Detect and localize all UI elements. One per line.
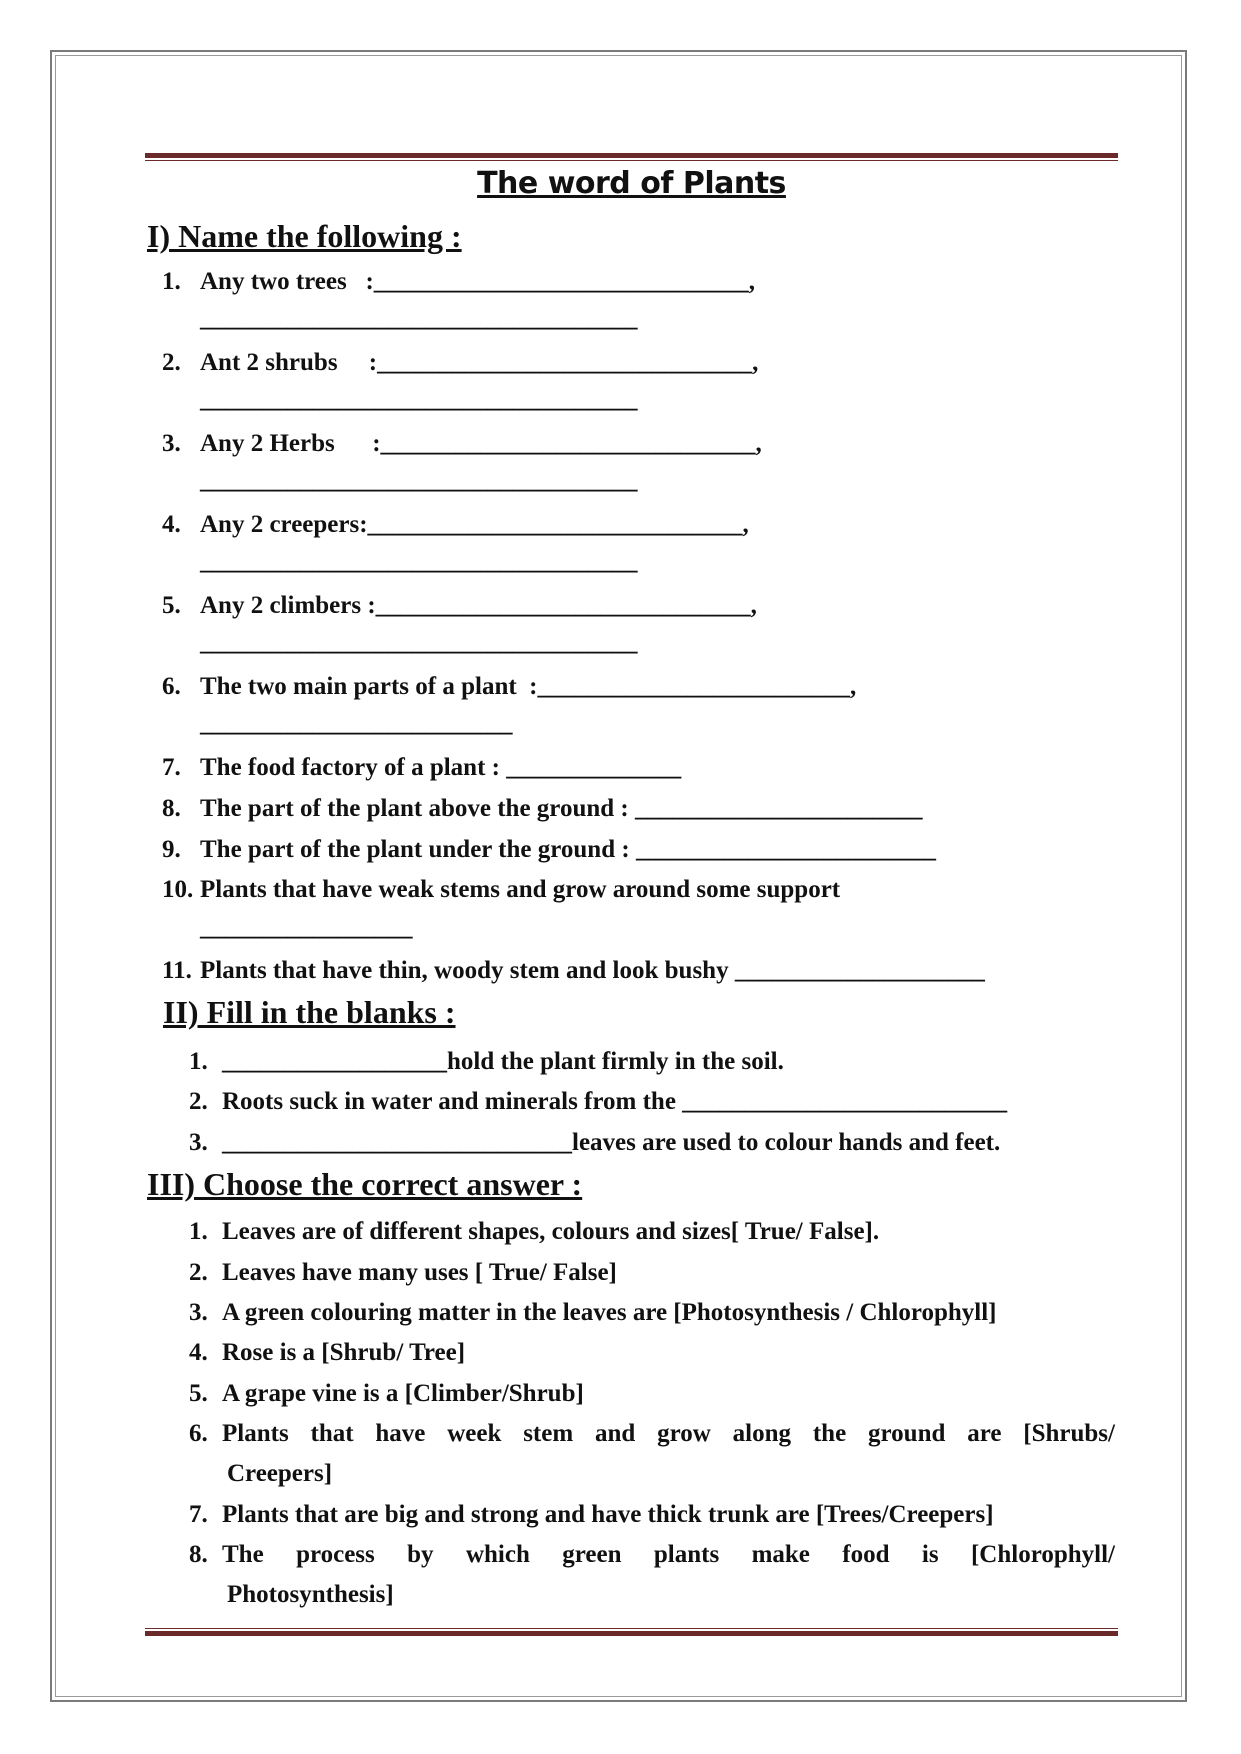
list-item: 2. Roots suck in water and minerals from the __________________________ <box>189 1088 1008 1115</box>
list-item: 11. Plants that have thin, woody stem and look bushy ____________________ <box>162 957 985 984</box>
list-item: 9. The part of the plant under the ground : ________________________ <box>162 836 936 863</box>
answer-line: ___________________________________ <box>200 629 638 656</box>
answer-line: ___________________________________ <box>200 386 638 413</box>
section3-heading: III) Choose the correct answer : <box>147 1166 583 1202</box>
list-item: 1. __________________hold the plant firmly in the soil. <box>189 1048 784 1075</box>
list-item: 2. Ant 2 shrubs :______________________________, <box>162 349 759 376</box>
list-item-continuation: Creepers] <box>227 1460 333 1487</box>
list-item: 2. Leaves have many uses [ True/ False] <box>189 1259 617 1286</box>
list-item: 3. ____________________________leaves are used to colour hands and feet. <box>189 1129 1001 1156</box>
list-item: 7. Plants that are big and strong and have thick trunk are [Trees/Creepers] <box>189 1501 994 1528</box>
list-item: 7. The food factory of a plant : ______________ <box>162 754 682 781</box>
list-item: 1. Any two trees :______________________________, <box>162 268 756 295</box>
list-item: 5. Any 2 climbers :______________________________, <box>162 592 757 619</box>
list-item: 6. The two main parts of a plant :_________________________, <box>162 673 857 700</box>
list-item: 4. Rose is a [Shrub/ Tree] <box>189 1339 466 1366</box>
list-item: 4. Any 2 creepers:______________________________, <box>162 511 749 538</box>
section2-heading: II) Fill in the blanks : <box>163 994 456 1030</box>
list-item: 1. Leaves are of different shapes, colours and sizes[ True/ False]. <box>189 1218 880 1245</box>
list-item: 6. Plants that have week stem and grow along the ground are [Shrubs/ <box>189 1420 1115 1447</box>
bottom-rule <box>145 1628 1118 1636</box>
answer-line: ___________________________________ <box>200 305 638 332</box>
list-item: 10. Plants that have weak stems and grow around some support <box>162 876 841 903</box>
list-item: 8. The process by which green plants make food is [Chlorophyll/ <box>189 1541 1115 1568</box>
section1-heading: I) Name the following : <box>147 218 462 254</box>
list-item-continuation: Photosynthesis] <box>227 1581 394 1608</box>
answer-line: ___________________________________ <box>200 467 638 494</box>
top-rule <box>145 153 1118 161</box>
answer-line: _________________________ <box>200 710 513 737</box>
list-item: 5. A grape vine is a [Climber/Shrub] <box>189 1380 584 1407</box>
list-item: 3. A green colouring matter in the leaves are [Photosynthesis / Chlorophyll] <box>189 1299 997 1326</box>
answer-line: ___________________________________ <box>200 548 638 575</box>
page-title: The word of Plants <box>477 166 786 201</box>
list-item: 3. Any 2 Herbs :______________________________, <box>162 430 762 457</box>
list-item: 8. The part of the plant above the ground : _______________________ <box>162 795 923 822</box>
answer-line: _________________ <box>200 914 413 941</box>
